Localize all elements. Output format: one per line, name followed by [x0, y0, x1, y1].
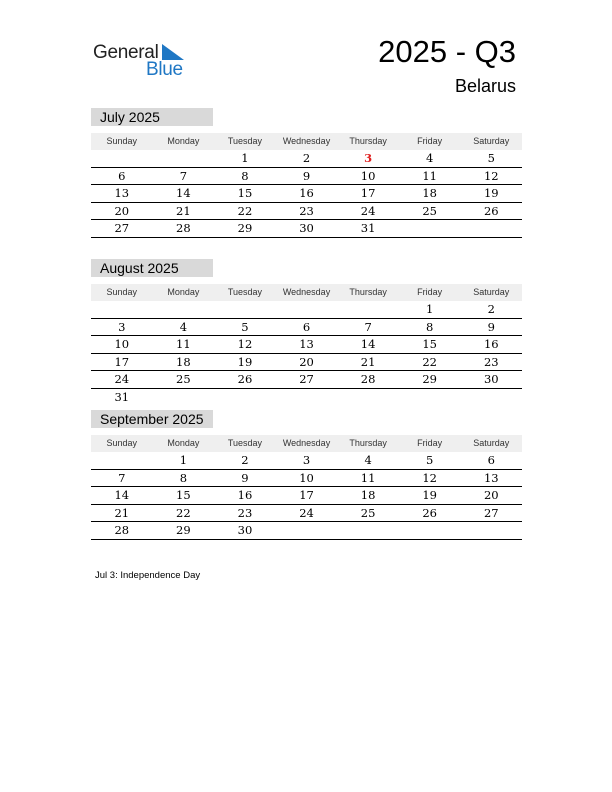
day-cell: 7	[179, 168, 188, 183]
day-cell: 24	[299, 505, 314, 520]
day-cell: 27	[483, 505, 499, 520]
day-cell: 11	[360, 470, 376, 485]
day-cell: 7	[364, 319, 372, 334]
week-row	[91, 150, 522, 168]
week-row	[91, 452, 522, 470]
day-cell: 5	[241, 319, 249, 334]
day-cell: 27	[299, 372, 314, 387]
weekday-header-row	[91, 435, 522, 452]
day-cell: 18	[422, 186, 437, 201]
day-cell: 14	[176, 186, 191, 201]
week-row	[91, 371, 522, 389]
week-row	[91, 319, 522, 337]
day-cell: 30	[483, 372, 499, 387]
day-cell: 1	[241, 151, 249, 165]
day-cell: 6	[487, 453, 495, 467]
day-cell	[460, 220, 522, 237]
day-cell: 31	[114, 389, 130, 404]
weekday-label: Wednesday	[282, 438, 331, 448]
week-row	[91, 505, 522, 523]
week-row	[91, 220, 522, 238]
day-cell: 10	[299, 470, 314, 485]
logo-word-general: General	[93, 42, 159, 63]
month-label: July 2025	[91, 108, 213, 126]
weekday-label: Friday	[417, 136, 443, 146]
day-cell: 2	[302, 151, 311, 165]
weekday-label: Friday	[417, 287, 443, 297]
day-cell: 6	[118, 168, 126, 183]
day-cell: 13	[299, 337, 314, 352]
day-cell: 1	[179, 453, 188, 467]
day-cell: 12	[483, 168, 499, 183]
day-cell: 22	[422, 354, 437, 369]
day-cell: 4	[179, 319, 188, 334]
day-cell: 1	[426, 302, 434, 316]
day-cell: 3	[364, 151, 373, 165]
day-cell: 9	[302, 168, 311, 183]
month-july	[91, 108, 522, 238]
day-cell	[460, 522, 522, 539]
generalblue-logo	[93, 40, 193, 80]
week-row	[91, 168, 522, 186]
day-cell: 8	[241, 168, 249, 183]
day-cell: 28	[360, 372, 376, 387]
day-cell: 24	[360, 203, 376, 218]
day-cell: 19	[237, 354, 253, 369]
day-cell	[91, 150, 153, 167]
day-cell: 5	[487, 151, 495, 165]
day-cell: 2	[487, 302, 495, 316]
day-cell: 31	[360, 221, 376, 236]
day-cell: 20	[299, 354, 314, 369]
day-cell: 20	[114, 203, 130, 218]
weekday-label: Tuesday	[227, 438, 263, 448]
weekday-label: Sunday	[106, 287, 138, 297]
day-cell	[337, 389, 399, 406]
day-cell: 8	[426, 319, 434, 334]
day-cell: 15	[176, 488, 191, 503]
day-cell: 25	[176, 372, 191, 387]
day-cell: 7	[118, 470, 126, 485]
week-row	[91, 389, 522, 406]
holiday-note: Jul 3: Independence Day	[95, 570, 201, 581]
weekday-label: Wednesday	[282, 136, 331, 146]
day-cell: 13	[483, 470, 499, 485]
day-cell: 16	[483, 337, 499, 352]
week-row	[91, 487, 522, 505]
day-cell	[399, 389, 461, 406]
day-cell: 22	[176, 505, 191, 520]
day-cell: 24	[114, 372, 130, 387]
day-cell: 4	[364, 453, 372, 467]
day-cell: 28	[114, 523, 130, 538]
day-cell: 20	[483, 488, 499, 503]
day-cell: 21	[114, 505, 130, 520]
day-cell	[399, 220, 461, 237]
weekday-label: Tuesday	[227, 136, 263, 146]
day-cell	[399, 522, 461, 539]
day-cell: 12	[237, 337, 253, 352]
day-cell: 29	[176, 523, 191, 538]
day-cell: 3	[118, 319, 126, 334]
day-cell: 9	[487, 319, 495, 334]
day-cell	[214, 301, 276, 318]
day-cell: 12	[422, 470, 437, 485]
weekday-label: Monday	[167, 287, 200, 297]
day-cell: 23	[237, 505, 253, 520]
day-cell: 22	[237, 203, 253, 218]
day-cell	[214, 389, 276, 406]
weekday-label: Sunday	[106, 136, 138, 146]
day-cell: 19	[483, 186, 499, 201]
day-cell: 30	[299, 221, 314, 236]
logo-triangle-icon	[162, 44, 184, 60]
day-cell: 5	[426, 453, 434, 467]
week-row	[91, 203, 522, 221]
day-cell: 10	[114, 337, 130, 352]
week-row	[91, 301, 522, 319]
month-august	[91, 259, 522, 406]
weekday-label: Thursday	[349, 287, 387, 297]
weekday-label: Wednesday	[282, 287, 331, 297]
day-cell	[91, 452, 153, 469]
day-cell	[153, 389, 215, 406]
day-cell: 17	[114, 354, 130, 369]
week-row	[91, 336, 522, 354]
day-cell: 2	[241, 453, 249, 467]
day-cell: 25	[360, 505, 376, 520]
day-cell: 21	[176, 203, 191, 218]
day-cell	[153, 150, 215, 167]
day-cell: 30	[237, 523, 253, 538]
day-cell: 15	[237, 186, 253, 201]
weekday-header-row	[91, 284, 522, 301]
weekday-label: Thursday	[349, 136, 387, 146]
weekday-label: Thursday	[349, 438, 387, 448]
day-cell	[337, 522, 399, 539]
day-cell: 21	[360, 354, 376, 369]
day-cell: 29	[237, 221, 253, 236]
day-cell: 14	[360, 337, 376, 352]
day-cell: 23	[483, 354, 499, 369]
week-row	[91, 522, 522, 540]
day-cell: 9	[241, 470, 249, 485]
day-cell: 10	[360, 168, 376, 183]
day-cell: 26	[422, 505, 437, 520]
day-cell	[276, 389, 338, 406]
day-cell	[460, 389, 522, 406]
day-cell	[276, 522, 338, 539]
weekday-header-row	[91, 133, 522, 150]
week-row	[91, 470, 522, 488]
country-name: Belarus	[454, 76, 516, 96]
day-cell: 16	[237, 488, 253, 503]
weekday-label: Saturday	[473, 136, 510, 146]
weekday-label: Monday	[167, 136, 200, 146]
weekday-label: Tuesday	[227, 287, 263, 297]
day-cell: 19	[422, 488, 437, 503]
month-label: August 2025	[91, 259, 213, 277]
day-cell: 29	[422, 372, 437, 387]
week-row	[91, 185, 522, 203]
day-cell: 6	[302, 319, 311, 334]
day-cell: 11	[176, 337, 191, 352]
day-cell	[153, 301, 215, 318]
day-cell: 16	[299, 186, 314, 201]
day-cell	[337, 301, 399, 318]
day-cell: 18	[360, 488, 376, 503]
day-cell: 14	[114, 488, 130, 503]
day-cell: 17	[299, 488, 314, 503]
page-title: 2025 - Q3	[378, 34, 516, 69]
month-label: September 2025	[91, 410, 213, 428]
weekday-label: Sunday	[106, 438, 138, 448]
month-september	[91, 410, 522, 540]
weekday-label: Monday	[167, 438, 200, 448]
day-cell: 26	[237, 372, 253, 387]
day-cell: 28	[176, 221, 191, 236]
day-cell: 17	[360, 186, 376, 201]
day-cell: 11	[422, 168, 437, 183]
day-cell: 13	[114, 186, 130, 201]
day-cell: 18	[176, 354, 191, 369]
day-cell: 25	[422, 203, 437, 218]
week-row	[91, 354, 522, 372]
day-cell: 23	[299, 203, 314, 218]
logo-word-blue: Blue	[146, 59, 183, 80]
day-cell: 15	[422, 337, 437, 352]
day-cell: 27	[114, 221, 130, 236]
weekday-label: Friday	[417, 438, 443, 448]
day-cell: 8	[179, 470, 188, 485]
day-cell	[91, 301, 153, 318]
day-cell: 4	[426, 151, 434, 165]
weekday-label: Saturday	[473, 287, 510, 297]
day-cell	[276, 301, 338, 318]
day-cell: 26	[483, 203, 499, 218]
weekday-label: Saturday	[473, 438, 510, 448]
day-cell: 3	[302, 453, 311, 467]
